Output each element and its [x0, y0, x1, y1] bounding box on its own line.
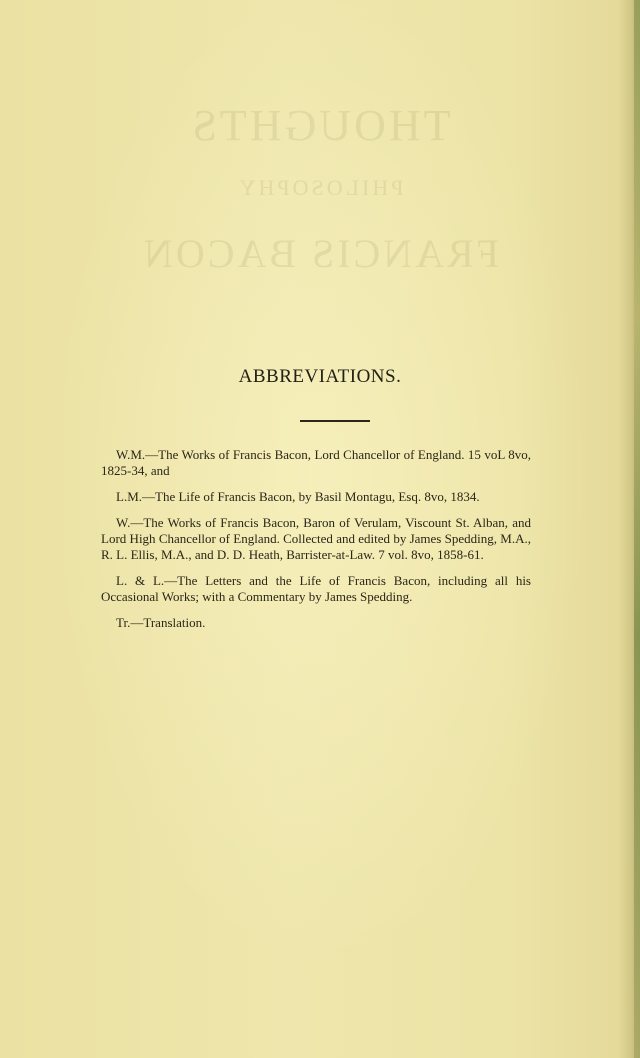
abbreviation-entry-w: [101, 515, 531, 563]
abbreviation-entry-tr: [101, 615, 531, 631]
abbreviation-entry-wm: [101, 447, 531, 479]
abbreviation-definition: —The Works of Francis Bacon, Baron of Verulam, Viscount St. Alban, and Lord High Chancellor of England. Collected and edited by James Spedding, M.A., R. L. Ellis, M.A., and D. D. Heath, Barrister-at-Law. 7 vol. 8vo, 1858-61.: [101, 515, 531, 562]
abbreviation-term: Tr.: [116, 615, 131, 630]
page-title: ABBREVIATIONS.: [238, 366, 402, 387]
abbreviation-list: [101, 447, 531, 631]
show-through-text-2: PHILOSOPHY: [236, 175, 404, 200]
abbreviation-entry-ll: [101, 573, 531, 605]
abbreviation-term: L. & L.: [116, 573, 165, 588]
abbreviation-term: L.M.: [116, 489, 142, 504]
show-through-text-1: THOUGHTS: [189, 101, 451, 150]
show-through-text-3: FRANCIS BACON: [141, 231, 499, 276]
abbreviation-term: W.: [116, 515, 131, 530]
abbreviation-definition: —The Letters and the Life of Francis Bacon, including all his Occasional Works; with a Commentary by James Spedding.: [101, 573, 531, 604]
page-edge-binding: [634, 0, 640, 1058]
abbreviation-definition: —The Life of Francis Bacon, by Basil Montagu, Esq. 8vo, 1834.: [142, 489, 480, 504]
abbreviation-definition: —Translation.: [130, 615, 206, 630]
title-rule-divider: [300, 420, 370, 422]
abbreviation-term: W.M.: [116, 447, 146, 462]
abbreviation-entry-lm: [101, 489, 531, 505]
abbreviation-definition: —The Works of Francis Bacon, Lord Chancellor of England. 15 voL 8vo, 1825-34, and: [101, 447, 531, 478]
